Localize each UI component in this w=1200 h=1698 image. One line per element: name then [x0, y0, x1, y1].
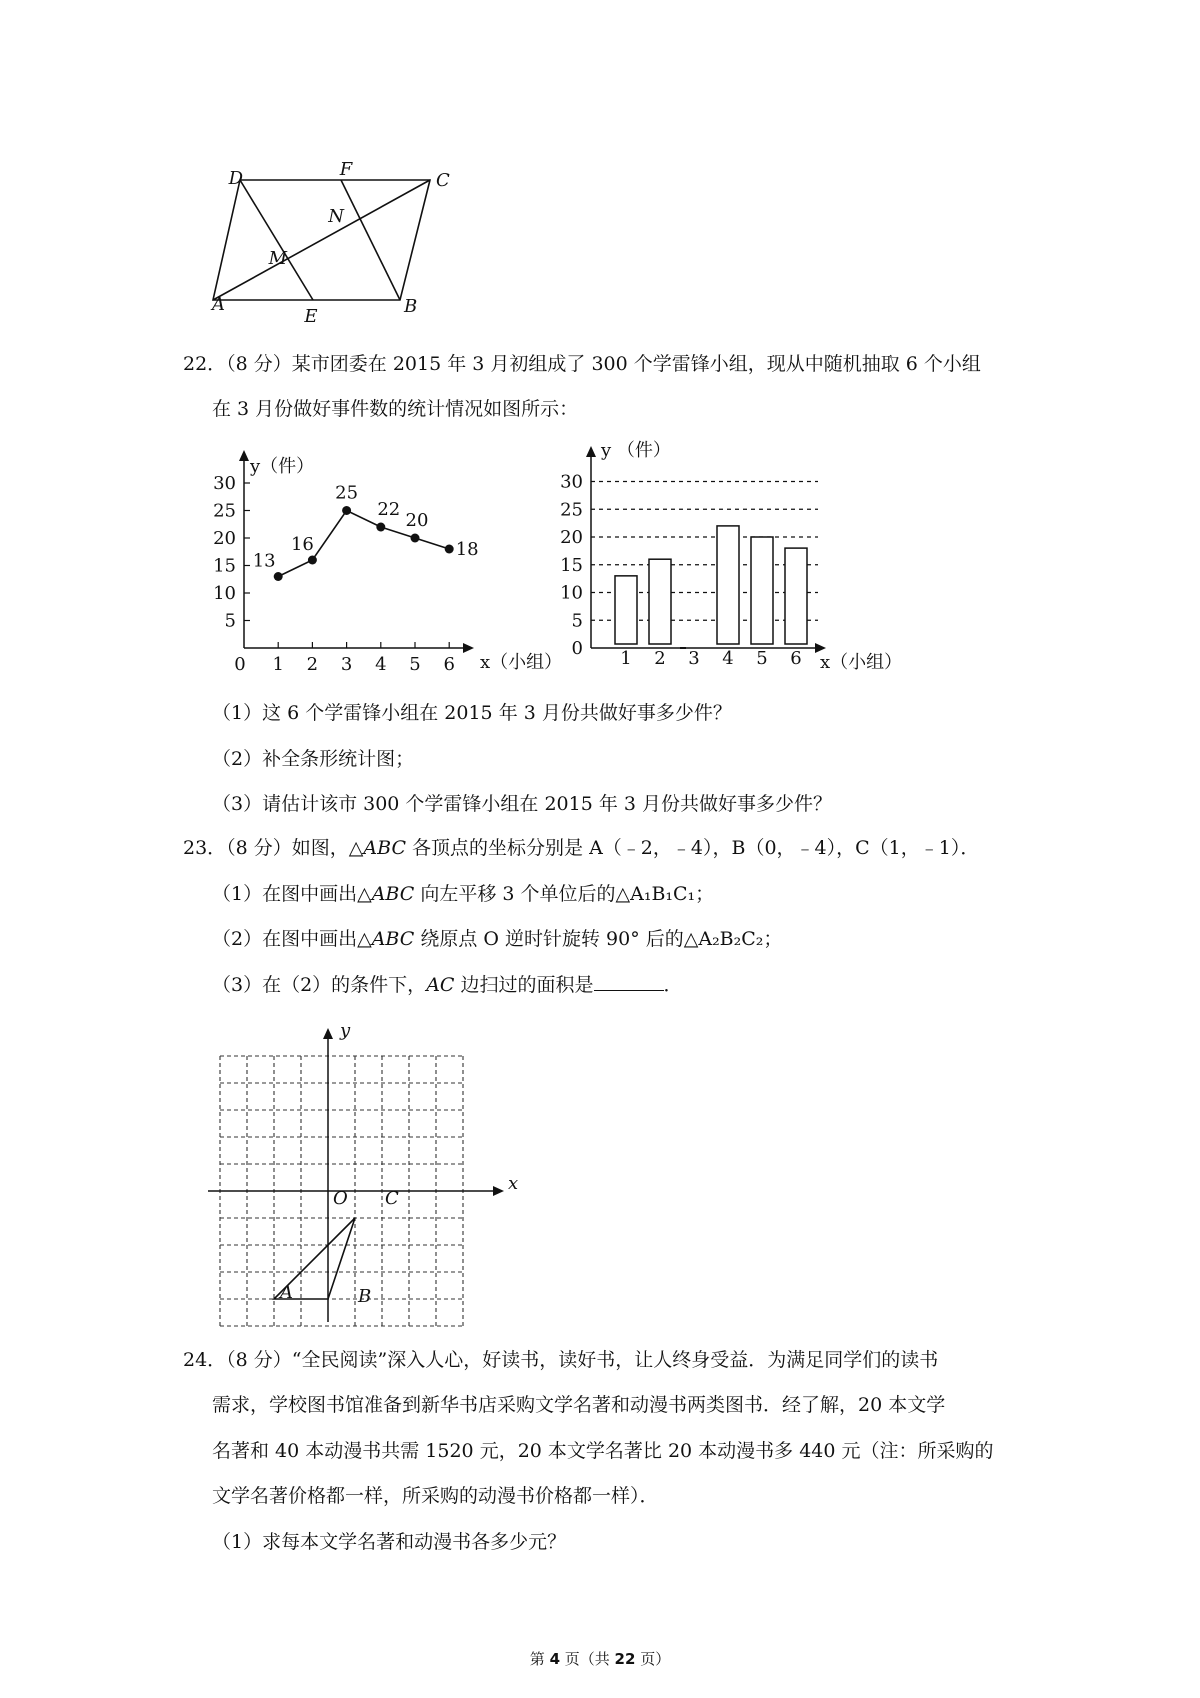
- label-A: A: [212, 294, 225, 315]
- grid-label-x: x: [508, 1173, 519, 1194]
- x-tick-label: 5: [756, 648, 768, 669]
- label-M: M: [268, 248, 287, 269]
- y-axis-label: y （件）: [601, 440, 671, 461]
- y-tick-label: 25: [560, 499, 583, 521]
- footer-mid: 页（共: [560, 1650, 615, 1668]
- y-tick-label: 10: [213, 583, 236, 604]
- label-F: F: [339, 159, 353, 180]
- y-tick-label: 25: [213, 500, 236, 522]
- q23-sub1-pre: （1）在图中画出△: [212, 883, 372, 905]
- q23-sub2-pre: （2）在图中画出△: [212, 928, 372, 950]
- q23-sub3-pre: （3）在（2）的条件下，: [212, 974, 427, 996]
- q23-sub1-abc: ABC: [371, 883, 415, 905]
- data-label: 22: [377, 499, 401, 520]
- y-tick-label: 20: [560, 527, 583, 548]
- page-footer: [0, 1648, 1200, 1669]
- q23-line1-abc: ABC: [363, 837, 406, 859]
- footer-post: 页）: [635, 1650, 671, 1668]
- label-N: N: [328, 206, 344, 227]
- grid-label-C: C: [385, 1188, 399, 1209]
- y-tick-label: 5: [224, 610, 236, 632]
- q24-line1: 24．（8 分）“全民阅读”深入人心，好读书，读好书，让人终身受益．为满足同学们的读书: [183, 1349, 939, 1371]
- origin-label: 0: [571, 638, 583, 659]
- q23-sub2-abc: ABC: [371, 928, 415, 950]
- x-axis-label: x（小组）: [480, 652, 563, 673]
- grid-label-y: y: [340, 1020, 351, 1041]
- data-label: 13: [252, 550, 276, 572]
- q22-line2: 在 3 月份做好事件数的统计情况如图所示：: [212, 398, 579, 420]
- x-tick-label: 6: [790, 648, 802, 669]
- y-tick-label: 15: [213, 555, 236, 577]
- footer-page: 4: [549, 1650, 560, 1668]
- x-tick-label: 1: [620, 648, 632, 669]
- data-label: 20: [405, 510, 429, 531]
- q22-sub2: （2）补全条形统计图；: [212, 748, 415, 770]
- y-axis-arrow: [323, 1028, 333, 1039]
- q24-line3: 名著和 40 本动漫书共需 1520 元，20 本文学名著比 20 本动漫书多 440 元（注：所采购的: [212, 1440, 994, 1462]
- data-label: 18: [455, 539, 479, 560]
- x-tick-label: 3: [688, 648, 700, 669]
- grid-label-A: A: [280, 1282, 293, 1303]
- q22-line1: 22．（8 分）某市团委在 2015 年 3 月初组成了 300 个学雷锋小组，现从中随机抽取 6 个小组: [183, 353, 981, 375]
- x-tick-label: 4: [375, 654, 387, 675]
- x-tick-label: 0: [234, 654, 246, 675]
- y-tick-label: 15: [560, 554, 583, 576]
- y-tick-label: 10: [560, 582, 583, 604]
- x-tick-label: 1: [272, 654, 284, 675]
- x-tick-label: 2: [654, 648, 666, 669]
- footer-pre: 第: [529, 1650, 550, 1668]
- q23-sub1-post: 向左平移 3 个单位后的△A₁B₁C₁；: [414, 883, 715, 905]
- q23-sub3-ac: AC: [426, 974, 455, 996]
- q23-sub3-end: ．: [663, 974, 683, 996]
- y-tick-label: 30: [560, 471, 583, 493]
- data-label: 25: [335, 482, 359, 504]
- x-tick-label: 3: [340, 654, 353, 675]
- x-tick-label: 6: [443, 654, 455, 675]
- triangle-abc: [274, 1218, 355, 1299]
- grid-label-O: O: [333, 1188, 348, 1209]
- label-B: B: [404, 296, 418, 317]
- q24-sub1: （1）求每本文学名著和动漫书各多少元？: [212, 1531, 567, 1553]
- q22-sub1: （1）这 6 个学雷锋小组在 2015 年 3 月份共做好事多少件？: [212, 702, 732, 724]
- x-tick-label: 5: [409, 654, 421, 675]
- label-D: D: [228, 168, 243, 189]
- q24-line4: 文学名著价格都一样，所采购的动漫书价格都一样）．: [212, 1485, 659, 1507]
- q23-line1-pre: 23．（8 分）如图，△: [183, 837, 364, 859]
- label-C: C: [436, 170, 450, 191]
- q22-sub3: （3）请估计该市 300 个学雷锋小组在 2015 年 3 月份共做好事多少件？: [212, 793, 833, 815]
- y-tick-label: 30: [213, 473, 236, 494]
- x-tick-label: 2: [306, 654, 319, 675]
- y-tick-label: 5: [571, 610, 583, 632]
- y-tick-label: 20: [213, 528, 236, 549]
- q23-sub2-post: 绕原点 O 逆时针旋转 90° 后的△A₂B₂C₂；: [414, 928, 783, 950]
- x-tick-label: 4: [722, 648, 734, 669]
- x-axis-arrow: [493, 1186, 504, 1196]
- grid-label-B: B: [358, 1286, 372, 1307]
- x-axis-label: x（小组）: [820, 652, 903, 673]
- q23-sub3-post: 边扫过的面积是: [454, 974, 594, 996]
- footer-total: 22: [614, 1650, 636, 1668]
- y-axis-label: y（件）: [250, 456, 315, 477]
- q23-line1-post: 各顶点的坐标分别是 A（﹣2，﹣4），B（0，﹣4），C（1，﹣1）．: [406, 837, 980, 859]
- q24-line2: 需求，学校图书馆准备到新华书店采购文学名著和动漫书两类图书．经了解，20 本文学: [212, 1394, 946, 1416]
- label-E: E: [304, 306, 318, 327]
- data-label: 16: [290, 534, 314, 555]
